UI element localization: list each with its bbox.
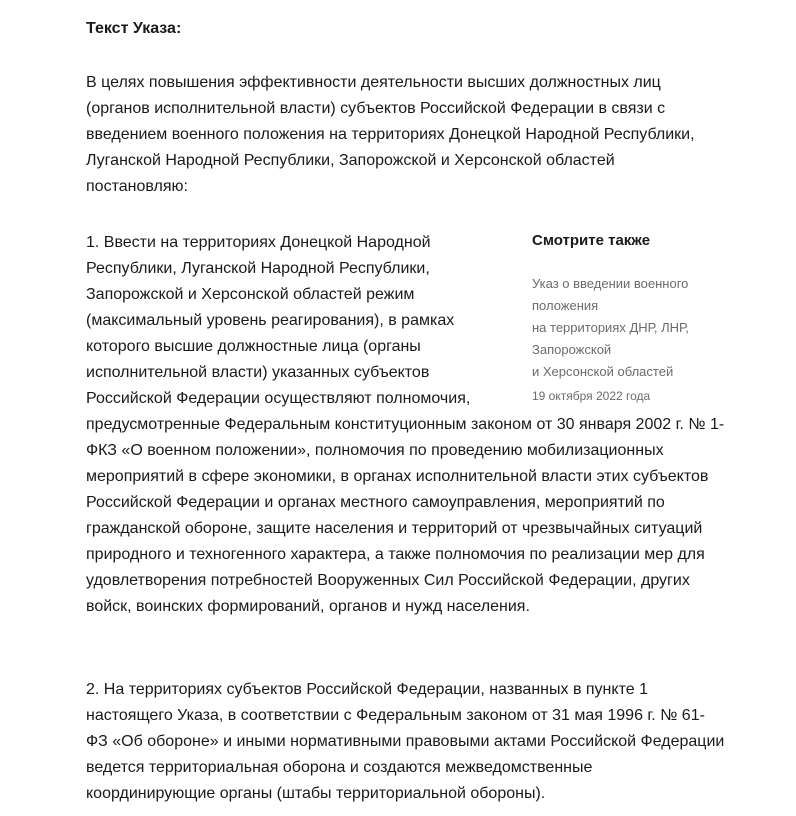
decree-paragraph-1: 1. Ввести на территориях Донецкой Народной Республики, Луганской Народной Республики, Запорожской и Херсонской областей режим (максимальный уровень реагирования), в рамках которого высшие должностные лица (органы исполнительной власти) указанных субъектов Российской Федерации осуществляют полномочия, предусмотренные Федеральным конституционным законом от 30 января 2002 г. № 1-ФКЗ «О военном положении», полномочия по проведению мобилизационных мероприятий в сфере экономики, в органах исполнительной власти этих субъектов Российской Федерации и органах местного самоуправления, мероприятий по гражданской обороне, защите населения и территорий от чрезвычайных ситуаций природного и техногенного характера, а также полномочия по реализации мер для удовлетворения потребностей Вооруженных Сил Российской Федерации, других войск, воинских формирований, органов и нужд населения. [86,234,725,615]
decree-paragraph-2: 2. На территориях субъектов Российской Федерации, названных в пункте 1 настоящего Указа, в соответствии с Федеральным законом от 31 мая 1996 г. № 61-ФЗ «Об обороне» и иными нормативными правовыми актами Российской Федерации ведется территориальная оборона и создаются межведомственные координирующие органы (штабы территориальной обороны). [86,681,725,802]
paragraph-1-block [86,230,726,620]
intro-paragraph: В целях повышения эффективности деятельности высших должностных лиц (органов исполнительной власти) субъектов Российской Федерации в связи с введением военного положения на территориях Донецкой Народной Республики, Луганской Народной Республики, Запорожской и Херсонской областей постановляю: [86,74,695,195]
related-decree-link[interactable]: Указ о введении военного положения на территориях ДНР, ЛНР, Запорожской и Херсонской областей [532,276,689,379]
related-decree-date: 19 октября 2022 года [532,389,651,403]
see-also-title: Смотрите также [532,232,651,249]
see-also-box [532,230,720,404]
decree-heading: Текст Указа: [86,20,182,37]
